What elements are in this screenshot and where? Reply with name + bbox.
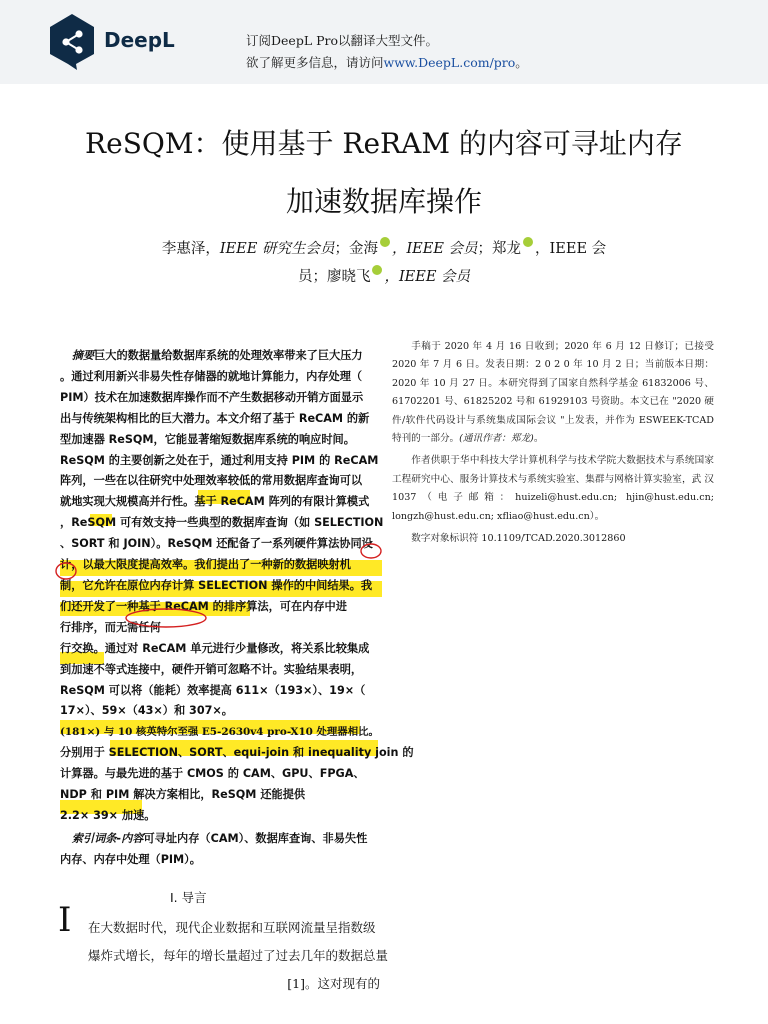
banner-line-2-suffix: 。 xyxy=(515,55,528,70)
index-terms: 索引词条-内容可寻址内存（CAM）、数据库查询、非易失性 xyxy=(71,831,368,845)
abstract-line: 型加速器 ReSQM，它能显著缩短数据库系统的响应时间。 xyxy=(60,432,355,446)
abstract-line: 就地实现大规模高并行性。基于 ReCAM 阵列的有限计算模式 xyxy=(60,495,370,509)
section-heading-intro: I. 导言 xyxy=(170,890,207,905)
index-terms-line-2: 内存、内存中处理（PIM）。 xyxy=(60,852,201,866)
affiliation-info: 作者供职于华中科技大学计算机科学与技术学院大数据技术与系统国家工程研究中心、服务计算技术与系统实验室、集群与网格计算实验室，武 汉 1037（电子邮箱：huizeli@hust.edu.cn; hjin@hust.edu.cn; longzh@hust.edu.cn; xfliao@hust.edu.cn）。 xyxy=(392,455,714,522)
deepl-pro-link[interactable]: www.DeepL.com/pro xyxy=(383,55,516,70)
abstract-line: ReSQM 可以将（能耗）效率提高 611×（193×）、19×（ xyxy=(60,683,366,697)
abstract-line: NDP 和 PIM 解决方案相比，ReSQM 还能提供 xyxy=(60,788,306,802)
banner-message xyxy=(246,30,528,74)
intro-line: [1]。这对现有的 xyxy=(287,976,380,991)
intro-line: 在大数据时代，现代企业数据和互联网流量呈指数级 xyxy=(88,920,376,935)
abstract-line: 到加速不等式连接中，硬件开销可忽略不计。实验结果表明， xyxy=(60,662,363,676)
intro-line: 爆炸式增长，每年的增长量超过了过去几年的数据总量 xyxy=(88,948,389,963)
abstract-line: PIM）技术在加速数据库操作而不产生数据移动开销方面显示 xyxy=(60,390,364,404)
abstract-line: 们还开发了一种基于 ReCAM 的排序算法，可在内存中进 xyxy=(60,599,347,613)
deepl-logo-text[interactable]: DeepL xyxy=(104,28,175,52)
abstract-line: 阵列，一些在以往研究中处理效率较低的常用数据库查询可以 xyxy=(60,474,363,488)
abstract-line: 行交换。通过对 ReCAM 单元进行少量修改，将关系比较集成 xyxy=(60,641,370,655)
abstract-line: ReSQM 的主要创新之处在于，通过利用支持 PIM 的 ReCAM xyxy=(60,453,379,467)
abstract-line: 分别用于 SELECTION、SORT、equi-join 和 inequality join 的 xyxy=(60,746,414,760)
intro-text xyxy=(88,914,389,998)
author-2-role: ，IEEE 会员 xyxy=(391,241,478,257)
paper-title-line-2: 加速数据库操作 xyxy=(285,185,482,218)
author-4-role: ，IEEE 会员 xyxy=(384,269,471,285)
abstract-line: 2.2× 39× 加速。 xyxy=(60,808,156,822)
orcid-icon[interactable] xyxy=(372,265,382,275)
deepl-logo-icon[interactable] xyxy=(46,12,98,72)
manuscript-info: 手稿于 2020 年 4 月 16 日收到；2020 年 6 月 12 日修订；已接受 2020 年 7 月 6 日。发表日期：2 0 2 0 年 10 月 2 日；当前版本日期：2020 年 10 月 27 日。本研究得到了国家自然科学基金 61832006 号、61702201 号、61825202 号和 61929103 号资助。本文已在 "2020 硬件/软件代码设计与系统集成国际会议 "上发表，并作为 ESWEEK-TCAD 特刊的一部分。(通讯作者：郑龙)。 xyxy=(392,341,714,445)
abstract-line: 计算器。与最先进的基于 CMOS 的 CAM、GPU、FPGA、 xyxy=(60,767,365,781)
abstract-line: ，ReSQM 可有效支持一些典型的数据库查询（如 SELECTION xyxy=(60,516,384,530)
author-3: ；郑龙 xyxy=(477,241,522,257)
author-4: 员；廖晓飞 xyxy=(297,269,371,285)
abstract-line: (181×) 与 10 核英特尔至强 E5-2630v4 pro-X10 处理器相比。 xyxy=(60,726,379,739)
author-1: 李惠泽， xyxy=(161,241,220,257)
abstract-line: 行排序，而无需任何 xyxy=(60,620,161,634)
abstract-line: 、SORT 和 JOIN）。ReSQM 还配备了一系列硬件算法协同设 xyxy=(60,537,373,551)
corresponding-author: (通讯作者：郑龙) xyxy=(459,433,534,445)
banner-line-1: 订阅DeepL Pro以翻译大型文件。 xyxy=(246,33,439,48)
abstract-line: 摘要巨大的数据量给数据库系统的处理效率带来了巨大压力 xyxy=(71,349,363,362)
abstract-line: 制，它允许在原位内存计算 SELECTION 操作的中间结果。我 xyxy=(60,578,373,592)
index-terms-label: 索引词条- xyxy=(71,831,122,845)
author-1-role: IEEE 研究生会员 xyxy=(219,241,335,257)
deepl-banner xyxy=(0,0,768,84)
author-2: ；金海 xyxy=(334,241,378,257)
authors-line-1 xyxy=(0,234,768,264)
orcid-icon[interactable] xyxy=(523,237,533,247)
authors-line-2 xyxy=(0,262,768,292)
dropcap: I xyxy=(58,900,72,940)
orcid-icon[interactable] xyxy=(380,237,390,247)
banner-line-2-prefix: 欲了解更多信息，请访问 xyxy=(246,55,384,70)
doi-info: 数字对象标识符 10.1109/TCAD.2020.3012860 xyxy=(411,533,626,545)
abstract-line: 出与传统架构相比的巨大潜力。本文介绍了基于 ReCAM 的新 xyxy=(60,411,370,425)
article-info-column xyxy=(392,338,714,552)
banner-line-2 xyxy=(246,52,528,74)
abstract-line: 。通过利用新兴非易失性存储器的就地计算能力，内存处理（ xyxy=(60,369,363,383)
abstract-label: 摘要 xyxy=(71,349,95,362)
abstract-line: 17×）、59×（43×）和 307×。 xyxy=(60,704,233,718)
abstract-line: 计，以最大限度提高效率。我们提出了一种新的数据映射机 xyxy=(60,558,351,572)
author-3-role: ，IEEE 会 xyxy=(535,241,607,257)
abstract xyxy=(60,346,414,871)
paper-title-line-1: ReSQM：使用基于 ReRAM 的内容可寻址内存 xyxy=(85,127,683,160)
